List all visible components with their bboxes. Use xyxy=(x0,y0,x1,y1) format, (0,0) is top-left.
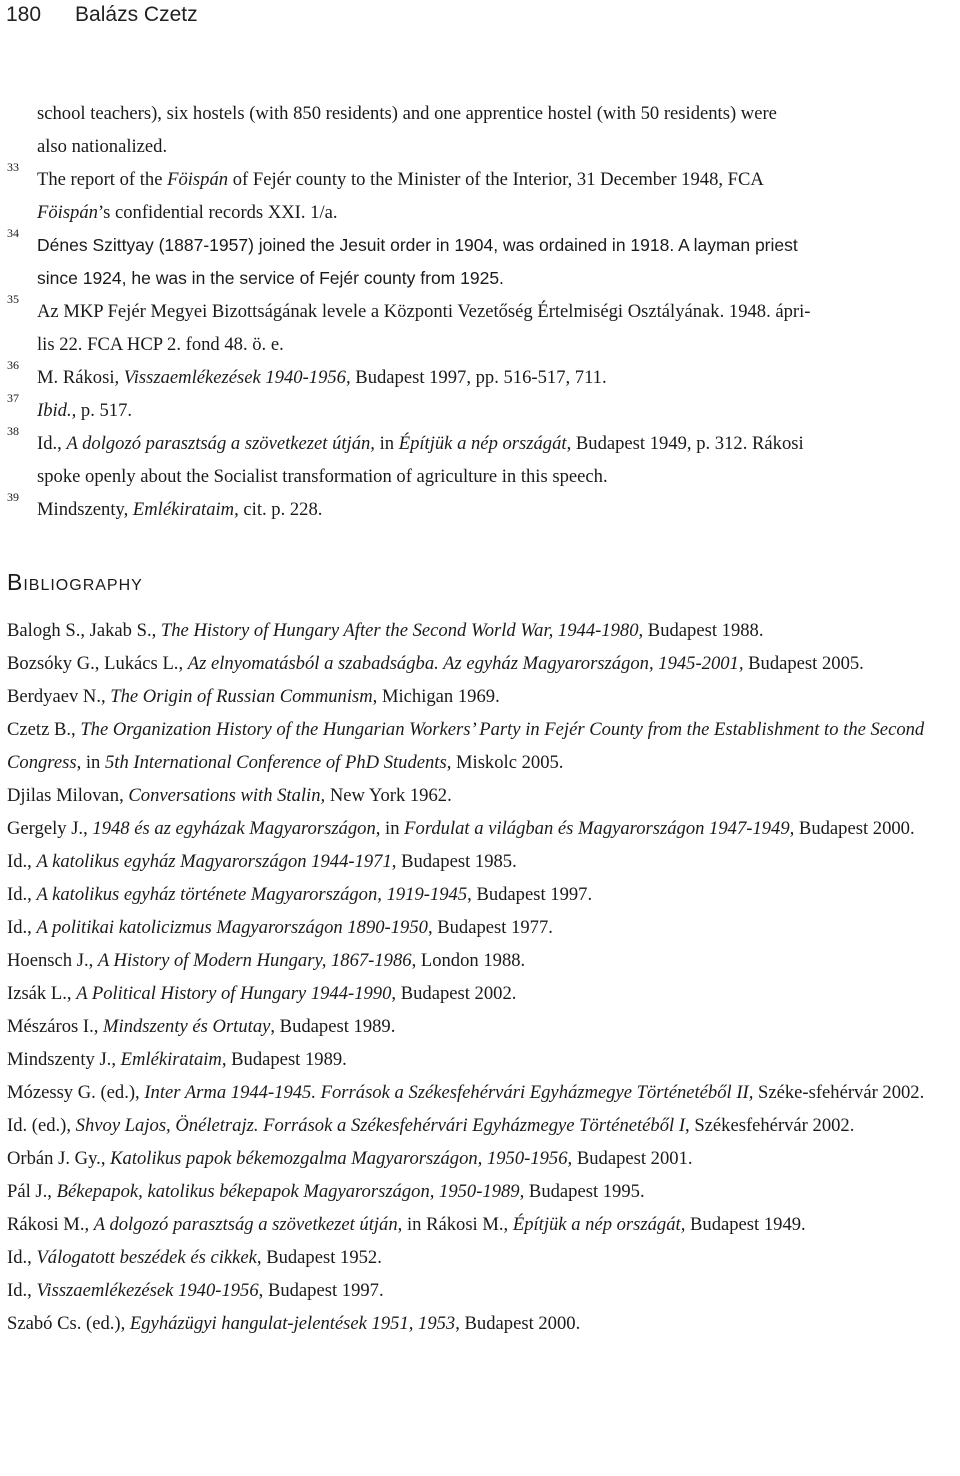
bib-title: Emlékirataim xyxy=(120,1049,222,1070)
bib-text: , Budapest 1989. xyxy=(221,1049,347,1070)
bib-title: Egyházügyi hangulat-jelentések 1951, 1953 xyxy=(129,1313,456,1334)
bib-entry xyxy=(7,680,957,713)
bib-text: , Budapest 1997. xyxy=(258,1280,384,1301)
bib-title: Válogatott beszédek és cikkek xyxy=(36,1247,257,1268)
bib-entry xyxy=(7,1043,957,1076)
footnote-text: Id., xyxy=(37,433,67,454)
bib-text: Bozsóky G., Lukács L., xyxy=(7,653,188,674)
bib-title: A katolikus egyház Magyarországon 1944-1971 xyxy=(36,851,392,872)
bib-entry xyxy=(7,614,957,647)
footnote-text: ’s confidential records XXI. 1/a. xyxy=(97,202,338,223)
footnote-36 xyxy=(7,358,957,394)
footnote-37 xyxy=(7,391,957,427)
bib-title: Az elnyomatásból a szabadságba. Az egyház Magyarországon, 1945-2001, xyxy=(187,653,744,674)
bib-title: Fordulat a világban és Magyarországon 1947-1949, xyxy=(404,818,795,839)
bib-title: A History of Modern Hungary, 1867-1986 xyxy=(97,950,412,971)
bib-text: Budapest 2001. xyxy=(572,1148,693,1169)
footnote-number: 38 xyxy=(7,424,19,438)
bib-title: 1948 és az egyházak Magyarországon xyxy=(92,818,376,839)
bib-text: Hoensch J., xyxy=(7,950,98,971)
bib-title: Inter Arma 1944-1945. Források a Székesfehérvári Egyházmegye Történetéből II, xyxy=(144,1082,754,1103)
bib-entry xyxy=(7,647,957,680)
footnote-italic: A dolgozó parasztság a szövetkezet útján, xyxy=(66,433,375,454)
bib-entry xyxy=(7,713,957,779)
bib-text: , Budapest 1988. xyxy=(638,620,764,641)
footnote-italic: Visszaemlékezések 1940-1956, xyxy=(123,367,351,388)
footnote-text: The report of the xyxy=(37,169,168,190)
bib-text: , Budapest 2002. xyxy=(391,983,517,1004)
bib-text: Id., xyxy=(7,917,37,938)
bib-entry xyxy=(7,911,957,944)
bib-text: Id., xyxy=(7,884,37,905)
bib-text: , Budapest 1985. xyxy=(391,851,517,872)
footnote-number: 39 xyxy=(7,490,19,504)
footnote-text: in xyxy=(374,433,399,454)
footnote-number: 33 xyxy=(7,160,19,174)
bib-title: The Origin of Russian Communism xyxy=(110,686,373,707)
bib-title: Katolikus papok békemozgalma Magyarországon, 1950-1956, xyxy=(110,1148,573,1169)
bib-title: Visszaemlékezések 1940-1956 xyxy=(36,1280,259,1301)
footnotes xyxy=(7,97,957,526)
bib-entry xyxy=(7,1208,957,1241)
bibliography-list xyxy=(7,614,957,1340)
bib-entry xyxy=(7,845,957,878)
bib-text: , in Rákosi M., xyxy=(397,1214,513,1235)
footnote-39 xyxy=(7,490,957,526)
running-author: Balázs Czetz xyxy=(75,3,198,26)
bib-text: Budapest 1949. xyxy=(685,1214,806,1235)
bib-entry xyxy=(7,1142,957,1175)
bib-text: , in xyxy=(76,752,105,773)
bib-title: A politikai katolicizmus Magyarországon 1890-1950 xyxy=(36,917,428,938)
footnote-text: M. Rákosi, xyxy=(37,367,124,388)
footnote-text: cit. p. 228. xyxy=(238,499,323,520)
bib-text: Orbán J. Gy., xyxy=(7,1148,111,1169)
bib-entry xyxy=(7,779,957,812)
bib-title: A katolikus egyház története Magyarországon, 1919-1945 xyxy=(36,884,468,905)
bib-text: Id., xyxy=(7,1247,37,1268)
bib-title: Mindszenty és Ortutay xyxy=(103,1016,271,1037)
bib-title: Conversations with Stalin, xyxy=(128,785,326,806)
bib-entry xyxy=(7,1241,957,1274)
bib-text: Budapest 2005. xyxy=(743,653,864,674)
bib-text: , Budapest 1952. xyxy=(256,1247,382,1268)
bib-text: Pál J., xyxy=(7,1181,57,1202)
bib-text: Id. (ed.), xyxy=(7,1115,76,1136)
bib-text: Id., xyxy=(7,851,37,872)
footnote-number: 34 xyxy=(7,226,19,240)
bib-entry xyxy=(7,1010,957,1043)
bib-title: The History of Hungary After the Second World War, 1944-1980 xyxy=(160,620,639,641)
bib-text: Id., xyxy=(7,1280,37,1301)
bib-entry xyxy=(7,1109,957,1142)
footnote-text: Az MKP Fejér Megyei Bizottságának levele a Központi Vezetőség Értelmiségi Osztályának. 1948. ápri- xyxy=(37,301,811,322)
bib-title: Békepapok, katolikus békepapok Magyarországon, 1950-1989, xyxy=(56,1181,525,1202)
bib-text: Budapest 1995. xyxy=(524,1181,645,1202)
footnote-text: lis 22. FCA HCP 2. fond 48. ö. e. xyxy=(37,334,284,355)
bib-text: Czetz B., xyxy=(7,719,81,740)
footnote-text: since 1924, he was in the service of Fejér county from 1925. xyxy=(37,268,504,288)
bib-entry xyxy=(7,878,957,911)
bib-title: A Political History of Hungary 1944-1990 xyxy=(76,983,392,1004)
bib-title: A dolgozó parasztság a szövetkezet útján xyxy=(93,1214,398,1235)
footnote-text: spoke openly about the Socialist transformation of agriculture in this speech. xyxy=(37,466,608,487)
bib-text: Djilas Milovan, xyxy=(7,785,129,806)
bib-text: , Budapest 2000. xyxy=(455,1313,581,1334)
footnote-italic: Föispán xyxy=(37,202,98,223)
bib-text: Mózessy G. (ed.), xyxy=(7,1082,145,1103)
footnote-continuation xyxy=(7,97,957,163)
footnote-text: p. 517. xyxy=(76,400,133,421)
footnote-italic: Föispán xyxy=(167,169,229,190)
footnote-38 xyxy=(7,424,957,493)
bib-title: Építjük a nép országát, xyxy=(512,1214,686,1235)
bib-text: Berdyaev N., xyxy=(7,686,111,707)
bib-text: , Michigan 1969. xyxy=(372,686,500,707)
footnote-text: Mindszenty, xyxy=(37,499,133,520)
bib-text: Gergely J., xyxy=(7,818,93,839)
bib-text: , Budapest 1989. xyxy=(270,1016,396,1037)
bib-text: Mindszenty J., xyxy=(7,1049,121,1070)
bib-text: , Budapest 1977. xyxy=(427,917,553,938)
bib-entry xyxy=(7,1076,957,1109)
bib-entry xyxy=(7,1307,957,1340)
footnote-text: Budapest 1997, pp. 516-517, 711. xyxy=(350,367,607,388)
bib-text: Széke-sfehérvár 2002. xyxy=(753,1082,925,1103)
bib-entry xyxy=(7,1175,957,1208)
bib-entry xyxy=(7,1274,957,1307)
bib-text: Szabó Cs. (ed.), xyxy=(7,1313,130,1334)
page-number: 180 xyxy=(6,3,42,26)
footnote-text: of Fejér county to the Minister of the Interior, 31 December 1948, FCA xyxy=(228,169,764,190)
bib-text: Balogh S., Jakab S., xyxy=(7,620,161,641)
bib-text: , Miskolc 2005. xyxy=(446,752,564,773)
running-header xyxy=(6,0,198,30)
footnote-number: 36 xyxy=(7,358,19,372)
bib-title: 5th International Conference of PhD Students xyxy=(105,752,447,773)
footnote-33 xyxy=(7,160,957,229)
bib-entry xyxy=(7,944,957,977)
footnote-italic: Ibid., xyxy=(37,400,77,421)
footnote-number: 37 xyxy=(7,391,19,405)
footnote-text: also nationalized. xyxy=(37,136,168,157)
footnote-italic: Építjük a nép országát xyxy=(398,433,567,454)
bib-entry xyxy=(7,812,957,845)
footnote-text: , Budapest 1949, p. 312. Rákosi xyxy=(566,433,804,454)
bib-text: Budapest 2000. xyxy=(794,818,915,839)
bib-text: Izsák L., xyxy=(7,983,77,1004)
footnote-italic: Emlékirataim, xyxy=(132,499,239,520)
bib-title: The Organization History of the Hungarian Workers’ Party in Fejér County from the Establishment to the Second Congress xyxy=(7,719,925,773)
bib-text: Mészáros I., xyxy=(7,1016,104,1037)
footnote-35 xyxy=(7,292,957,361)
bib-title: Shvoy Lajos, Önéletrajz. Források a Székesfehérvári Egyházmegye Történetéből I xyxy=(75,1115,686,1136)
footnote-text: Dénes Szittyay (1887-1957) joined the Jesuit order in 1904, was ordained in 1918. A layman priest xyxy=(37,235,798,255)
footnote-text: school teachers), six hostels (with 850 residents) and one apprentice hostel (with 50 residents) were xyxy=(37,103,777,124)
bib-text: , Budapest 1997. xyxy=(467,884,593,905)
bibliography-heading: Bibliography xyxy=(7,569,143,595)
footnote-number: 35 xyxy=(7,292,19,306)
bib-entry xyxy=(7,977,957,1010)
bib-text: , in xyxy=(375,818,405,839)
bib-text: New York 1962. xyxy=(325,785,452,806)
bib-text: , Székesfehérvár 2002. xyxy=(685,1115,855,1136)
bib-text: , London 1988. xyxy=(411,950,526,971)
bib-text: Rákosi M., xyxy=(7,1214,94,1235)
footnote-34 xyxy=(7,226,957,295)
